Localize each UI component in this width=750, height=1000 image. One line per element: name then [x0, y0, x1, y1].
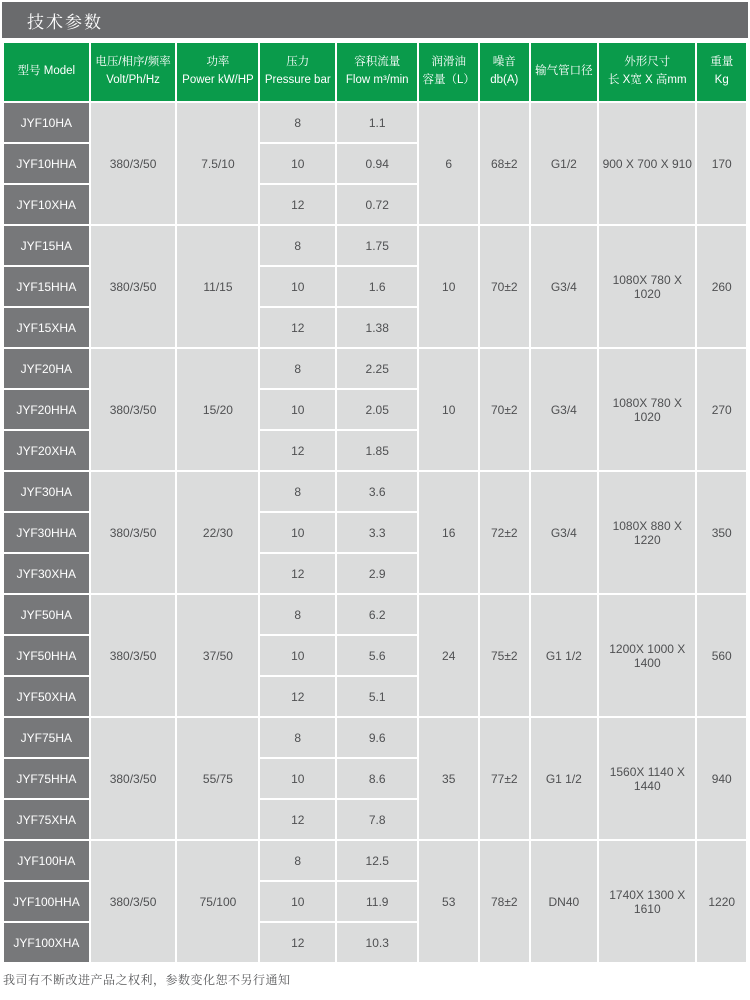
- flow-cell: 3.6: [337, 472, 417, 511]
- pressure-cell: 8: [260, 226, 335, 265]
- table-row: [4, 841, 746, 880]
- flow-cell: 5.6: [337, 636, 417, 675]
- flow-cell: 1.75: [337, 226, 417, 265]
- power-cell: 11/15: [177, 226, 258, 347]
- pressure-cell: 10: [260, 144, 335, 183]
- flow-cell: 6.2: [337, 595, 417, 634]
- noise-cell: 78±2: [480, 841, 529, 962]
- col-header-voltage: 电压/相序/频率 Volt/Ph/Hz: [91, 43, 176, 101]
- col-header-noise: 噪音 db(A): [480, 43, 529, 101]
- pressure-cell: 12: [260, 185, 335, 224]
- flow-cell: 3.3: [337, 513, 417, 552]
- model-cell: JYF100XHA: [4, 923, 89, 962]
- model-cell: JYF100HHA: [4, 882, 89, 921]
- oil-capacity-cell: 10: [419, 349, 478, 470]
- model-cell: JYF100HA: [4, 841, 89, 880]
- power-cell: 15/20: [177, 349, 258, 470]
- noise-cell: 70±2: [480, 226, 529, 347]
- noise-cell: 75±2: [480, 595, 529, 716]
- table-row: [4, 103, 746, 142]
- flow-cell: 1.85: [337, 431, 417, 470]
- weight-cell: 560: [697, 595, 746, 716]
- dimensions-cell: 1080X 780 X 1020: [599, 349, 695, 470]
- flow-cell: 0.72: [337, 185, 417, 224]
- dimensions-cell: 900 X 700 X 910: [599, 103, 695, 224]
- pressure-cell: 12: [260, 554, 335, 593]
- model-cell: JYF50XHA: [4, 677, 89, 716]
- model-cell: JYF50HA: [4, 595, 89, 634]
- power-cell: 7.5/10: [177, 103, 258, 224]
- col-header-pressure: 压力 Pressure bar: [260, 43, 335, 101]
- model-cell: JYF10HA: [4, 103, 89, 142]
- flow-cell: 8.6: [337, 759, 417, 798]
- model-cell: JYF20HA: [4, 349, 89, 388]
- weight-cell: 260: [697, 226, 746, 347]
- table-row: [4, 349, 746, 388]
- model-cell: JYF75HA: [4, 718, 89, 757]
- pressure-cell: 10: [260, 759, 335, 798]
- col-header-flow: 容积流量 Flow m³/min: [337, 43, 417, 101]
- pressure-cell: 10: [260, 390, 335, 429]
- model-cell: JYF75HHA: [4, 759, 89, 798]
- voltage-cell: 380/3/50: [91, 103, 176, 224]
- weight-cell: 170: [697, 103, 746, 224]
- col-header-dimensions: 外形尺寸 长 X宽 X 高mm: [599, 43, 695, 101]
- pressure-cell: 10: [260, 636, 335, 675]
- pressure-cell: 10: [260, 513, 335, 552]
- flow-cell: 2.25: [337, 349, 417, 388]
- model-cell: JYF15HHA: [4, 267, 89, 306]
- oil-capacity-cell: 10: [419, 226, 478, 347]
- table-row: [4, 718, 746, 757]
- flow-cell: 1.6: [337, 267, 417, 306]
- pressure-cell: 8: [260, 841, 335, 880]
- noise-cell: 77±2: [480, 718, 529, 839]
- dimensions-cell: 1080X 780 X 1020: [599, 226, 695, 347]
- voltage-cell: 380/3/50: [91, 595, 176, 716]
- pressure-cell: 12: [260, 431, 335, 470]
- table-row: [4, 472, 746, 511]
- oil-capacity-cell: 24: [419, 595, 478, 716]
- flow-cell: 5.1: [337, 677, 417, 716]
- model-cell: JYF30HHA: [4, 513, 89, 552]
- model-cell: JYF10XHA: [4, 185, 89, 224]
- voltage-cell: 380/3/50: [91, 349, 176, 470]
- model-cell: JYF15HA: [4, 226, 89, 265]
- table-row: [4, 226, 746, 265]
- voltage-cell: 380/3/50: [91, 841, 176, 962]
- weight-cell: 940: [697, 718, 746, 839]
- flow-cell: 2.9: [337, 554, 417, 593]
- flow-cell: 1.1: [337, 103, 417, 142]
- model-cell: JYF20XHA: [4, 431, 89, 470]
- pressure-cell: 8: [260, 595, 335, 634]
- model-cell: JYF15XHA: [4, 308, 89, 347]
- table-row: [4, 595, 746, 634]
- pipe-diameter-cell: G3/4: [531, 472, 598, 593]
- model-cell: JYF20HHA: [4, 390, 89, 429]
- col-header-oil-capacity: 润滑油 容量（L）: [419, 43, 478, 101]
- pressure-cell: 8: [260, 472, 335, 511]
- model-cell: JYF75XHA: [4, 800, 89, 839]
- col-header-pipe-diameter: 输气管口径: [531, 43, 598, 101]
- voltage-cell: 380/3/50: [91, 472, 176, 593]
- flow-cell: 11.9: [337, 882, 417, 921]
- pressure-cell: 12: [260, 923, 335, 962]
- model-cell: JYF30HA: [4, 472, 89, 511]
- weight-cell: 1220: [697, 841, 746, 962]
- pressure-cell: 12: [260, 308, 335, 347]
- noise-cell: 68±2: [480, 103, 529, 224]
- page-title: 技术参数: [27, 12, 103, 32]
- oil-capacity-cell: 6: [419, 103, 478, 224]
- flow-cell: 9.6: [337, 718, 417, 757]
- table-header-row: [4, 43, 746, 101]
- flow-cell: 12.5: [337, 841, 417, 880]
- pressure-cell: 8: [260, 103, 335, 142]
- noise-cell: 72±2: [480, 472, 529, 593]
- col-header-model: 型号 Model: [4, 43, 89, 101]
- pressure-cell: 8: [260, 349, 335, 388]
- pressure-cell: 12: [260, 800, 335, 839]
- weight-cell: 350: [697, 472, 746, 593]
- col-header-weight: 重量 Kg: [697, 43, 746, 101]
- dimensions-cell: 1740X 1300 X 1610: [599, 841, 695, 962]
- pipe-diameter-cell: DN40: [531, 841, 598, 962]
- power-cell: 75/100: [177, 841, 258, 962]
- oil-capacity-cell: 35: [419, 718, 478, 839]
- model-cell: JYF30XHA: [4, 554, 89, 593]
- flow-cell: 2.05: [337, 390, 417, 429]
- footer-note: 我司有不断改进产品之权利，参数变化恕不另行通知: [3, 973, 291, 987]
- page-title-bar: [2, 2, 748, 38]
- dimensions-cell: 1560X 1140 X 1440: [599, 718, 695, 839]
- pressure-cell: 8: [260, 718, 335, 757]
- power-cell: 22/30: [177, 472, 258, 593]
- power-cell: 37/50: [177, 595, 258, 716]
- oil-capacity-cell: 16: [419, 472, 478, 593]
- pipe-diameter-cell: G3/4: [531, 349, 598, 470]
- pressure-cell: 12: [260, 677, 335, 716]
- spec-table: [2, 41, 748, 964]
- dimensions-cell: 1200X 1000 X 1400: [599, 595, 695, 716]
- col-header-power: 功率 Power kW/HP: [177, 43, 258, 101]
- flow-cell: 0.94: [337, 144, 417, 183]
- pipe-diameter-cell: G3/4: [531, 226, 598, 347]
- pressure-cell: 10: [260, 267, 335, 306]
- oil-capacity-cell: 53: [419, 841, 478, 962]
- weight-cell: 270: [697, 349, 746, 470]
- voltage-cell: 380/3/50: [91, 718, 176, 839]
- pipe-diameter-cell: G1 1/2: [531, 718, 598, 839]
- dimensions-cell: 1080X 880 X 1220: [599, 472, 695, 593]
- model-cell: JYF50HHA: [4, 636, 89, 675]
- flow-cell: 1.38: [337, 308, 417, 347]
- pressure-cell: 10: [260, 882, 335, 921]
- pipe-diameter-cell: G1 1/2: [531, 595, 598, 716]
- voltage-cell: 380/3/50: [91, 226, 176, 347]
- model-cell: JYF10HHA: [4, 144, 89, 183]
- pipe-diameter-cell: G1/2: [531, 103, 598, 224]
- flow-cell: 10.3: [337, 923, 417, 962]
- power-cell: 55/75: [177, 718, 258, 839]
- flow-cell: 7.8: [337, 800, 417, 839]
- noise-cell: 70±2: [480, 349, 529, 470]
